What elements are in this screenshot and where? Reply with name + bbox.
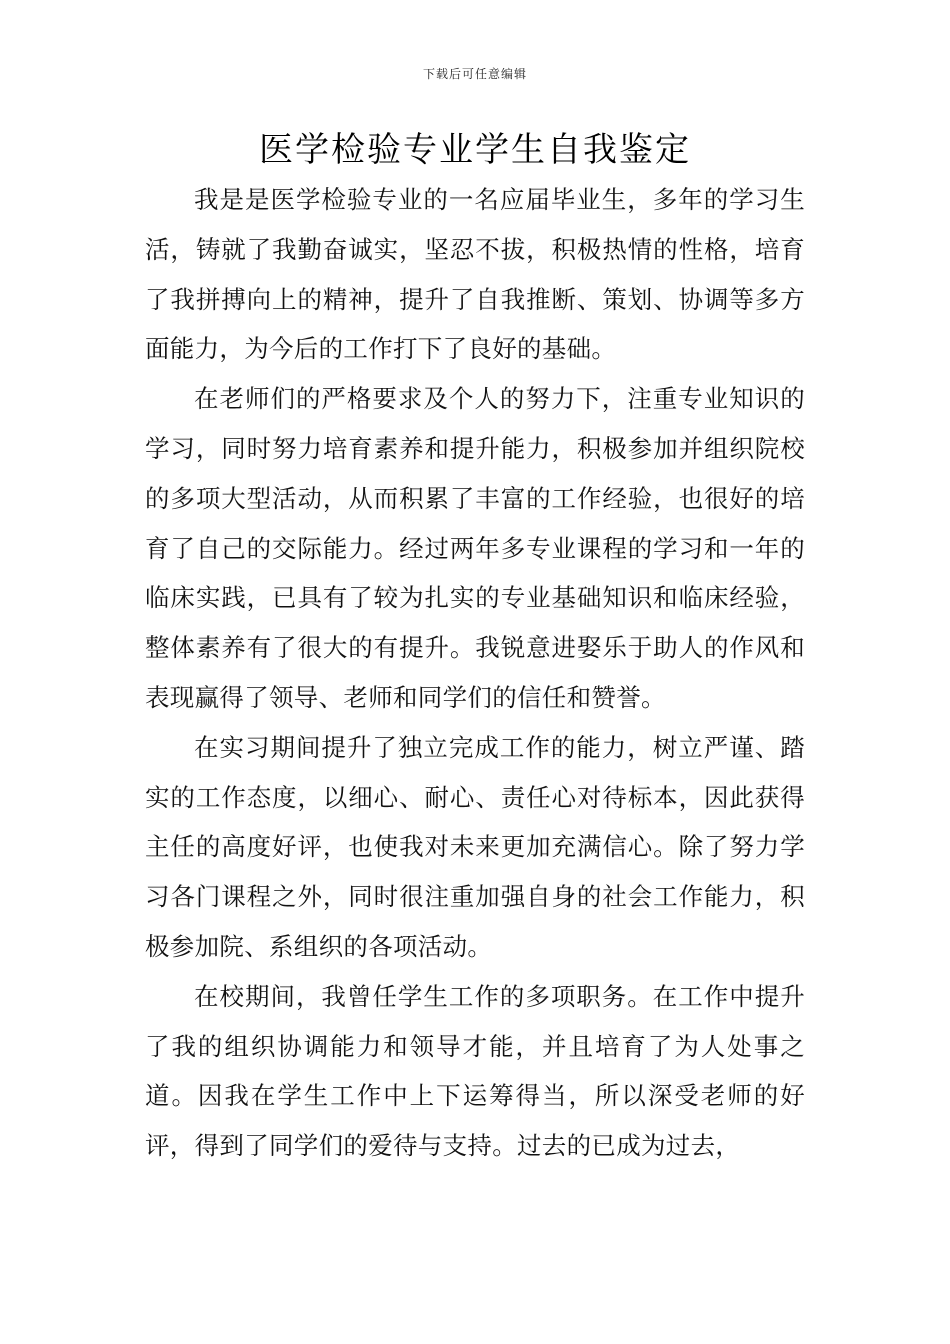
- document-title: 医学检验专业学生自我鉴定: [259, 130, 691, 170]
- paragraph-3: 在实习期间提升了独立完成工作的能力，树立严谨、踏实的工作态度，以细心、耐心、责任心对待标本，因此获得主任的高度好评，也使我对未来更加充满信心。除了努力学习各门课程之外，同时很注重加强自身的社会工作能力，积极参加院、系组织的各项活动。: [145, 732, 805, 961]
- document-body: [145, 175, 805, 1171]
- paragraph-1: 我是是医学检验专业的一名应届毕业生，多年的学习生活，铸就了我勤奋诚实，坚忍不拔，积极热情的性格，培育了我拼搏向上的精神，提升了自我推断、策划、协调等多方面能力，为今后的工作打下了良好的基础。: [145, 185, 805, 364]
- paragraph-4: 在校期间，我曾任学生工作的多项职务。在工作中提升了我的组织协调能力和领导才能，并且培育了为人处事之道。因我在学生工作中上下运筹得当，所以深受老师的好评，得到了同学们的爱待与支持。过去的已成为过去，: [145, 981, 805, 1161]
- header-note: 下载后可任意编辑: [422, 67, 527, 81]
- paragraph-2: 在老师们的严格要求及个人的努力下，注重专业知识的学习，同时努力培育素养和提升能力，积极参加并组织院校的多项大型活动，从而积累了丰富的工作经验，也很好的培育了自己的交际能力。经过两年多专业课程的学习和一年的临床实践，已具有了较为扎实的专业基础知识和临床经验，整体素养有了很大的有提升。我锐意进娶乐于助人的作风和表现赢得了领导、老师和同学们的信任和赞誉。: [145, 384, 805, 712]
